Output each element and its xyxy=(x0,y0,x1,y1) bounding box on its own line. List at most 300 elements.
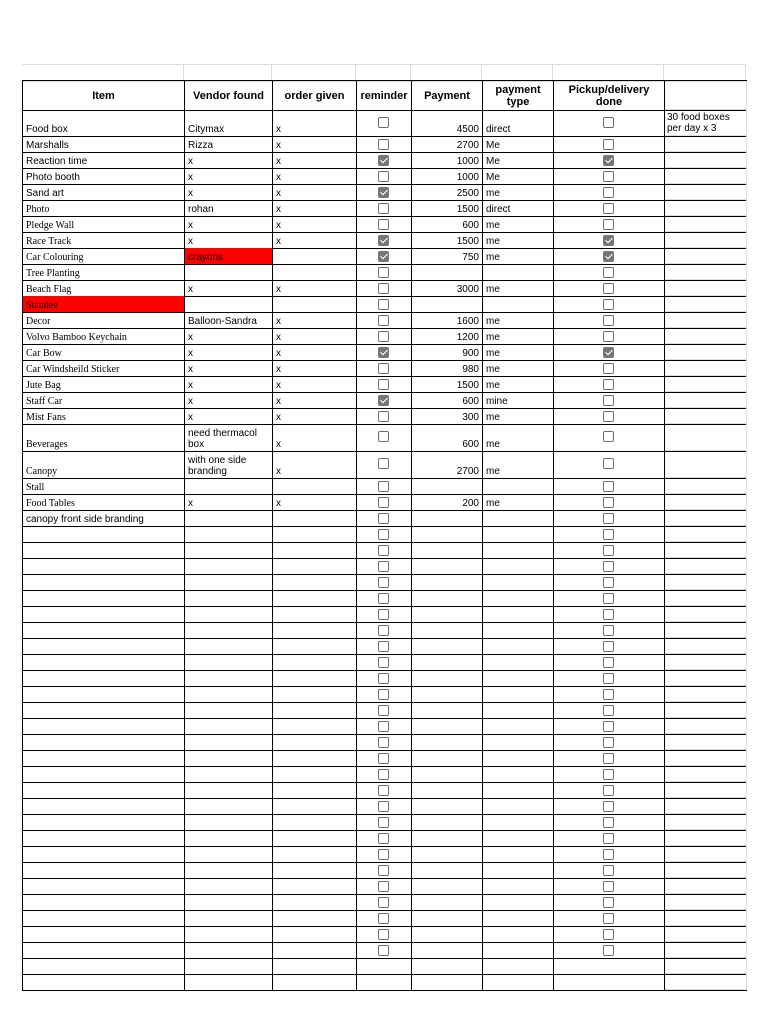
pickup-checkbox[interactable] xyxy=(603,315,614,326)
item-cell[interactable] xyxy=(23,152,185,168)
vendor-cell[interactable] xyxy=(185,280,273,296)
payment-cell[interactable] xyxy=(412,451,483,478)
payment-cell[interactable] xyxy=(412,814,483,830)
payment-cell[interactable] xyxy=(412,494,483,510)
extra-cell[interactable] xyxy=(665,894,747,910)
payment-cell[interactable] xyxy=(412,750,483,766)
pickup-checkbox[interactable] xyxy=(603,347,614,358)
vendor-cell[interactable] xyxy=(185,574,273,590)
pickup-cell[interactable] xyxy=(554,451,665,478)
pickup-checkbox[interactable] xyxy=(603,203,614,214)
payment-cell[interactable] xyxy=(412,606,483,622)
extra-cell[interactable] xyxy=(665,136,747,152)
payment-cell[interactable] xyxy=(412,686,483,702)
blank-cell[interactable] xyxy=(482,65,553,81)
pickup-checkbox[interactable] xyxy=(603,187,614,198)
extra-cell[interactable] xyxy=(665,846,747,862)
pickup-cell[interactable] xyxy=(554,109,665,136)
payment-cell[interactable] xyxy=(412,542,483,558)
reminder-cell[interactable] xyxy=(357,702,412,718)
item-cell[interactable] xyxy=(23,638,185,654)
reminder-cell[interactable] xyxy=(357,424,412,451)
vendor-cell[interactable] xyxy=(185,392,273,408)
pickup-checkbox[interactable] xyxy=(603,865,614,876)
reminder-checkbox[interactable] xyxy=(378,545,389,556)
pickup-cell[interactable] xyxy=(554,136,665,152)
blank-cell[interactable] xyxy=(272,65,356,81)
extra-cell[interactable] xyxy=(665,200,747,216)
pickup-checkbox[interactable] xyxy=(603,219,614,230)
ptype-cell[interactable] xyxy=(483,750,554,766)
payment-cell[interactable] xyxy=(412,408,483,424)
pickup-checkbox[interactable] xyxy=(603,235,614,246)
pickup-checkbox[interactable] xyxy=(603,737,614,748)
item-cell[interactable] xyxy=(23,862,185,878)
order-cell[interactable] xyxy=(273,638,357,654)
reminder-cell[interactable] xyxy=(357,590,412,606)
pickup-cell[interactable] xyxy=(554,392,665,408)
payment-cell[interactable] xyxy=(412,574,483,590)
pickup-checkbox[interactable] xyxy=(603,497,614,508)
reminder-cell[interactable] xyxy=(357,718,412,734)
order-cell[interactable] xyxy=(273,798,357,814)
extra-cell[interactable] xyxy=(665,942,747,958)
header-order[interactable]: order given xyxy=(273,81,357,110)
vendor-cell[interactable] xyxy=(185,478,273,494)
order-cell[interactable] xyxy=(273,670,357,686)
reminder-checkbox[interactable] xyxy=(378,481,389,492)
vendor-cell[interactable] xyxy=(185,248,273,264)
item-cell[interactable] xyxy=(23,109,185,136)
extra-cell[interactable] xyxy=(665,654,747,670)
vendor-cell[interactable] xyxy=(185,232,273,248)
pickup-cell[interactable] xyxy=(554,152,665,168)
pickup-cell[interactable] xyxy=(554,328,665,344)
pickup-checkbox[interactable] xyxy=(603,897,614,908)
reminder-checkbox[interactable] xyxy=(378,609,389,620)
extra-cell[interactable] xyxy=(665,958,747,974)
item-cell[interactable] xyxy=(23,264,185,280)
payment-cell[interactable] xyxy=(412,478,483,494)
item-cell[interactable] xyxy=(23,830,185,846)
reminder-checkbox[interactable] xyxy=(378,689,389,700)
blank-cell[interactable] xyxy=(553,65,664,81)
item-cell[interactable] xyxy=(23,451,185,478)
reminder-cell[interactable] xyxy=(357,152,412,168)
ptype-cell[interactable] xyxy=(483,926,554,942)
payment-cell[interactable] xyxy=(412,782,483,798)
item-cell[interactable] xyxy=(23,686,185,702)
item-cell[interactable] xyxy=(23,878,185,894)
pickup-checkbox[interactable] xyxy=(603,331,614,342)
reminder-checkbox[interactable] xyxy=(378,529,389,540)
reminder-checkbox[interactable] xyxy=(378,945,389,956)
extra-cell[interactable] xyxy=(665,590,747,606)
payment-cell[interactable] xyxy=(412,344,483,360)
ptype-cell[interactable] xyxy=(483,686,554,702)
item-cell[interactable] xyxy=(23,328,185,344)
pickup-checkbox[interactable] xyxy=(603,785,614,796)
vendor-cell[interactable] xyxy=(185,360,273,376)
food-box-note[interactable]: 30 food boxes per day x 3 xyxy=(667,112,730,134)
pickup-cell[interactable] xyxy=(554,910,665,926)
item-cell[interactable] xyxy=(23,846,185,862)
ptype-cell[interactable] xyxy=(483,958,554,974)
reminder-cell[interactable] xyxy=(357,958,412,974)
reminder-cell[interactable] xyxy=(357,622,412,638)
extra-cell[interactable] xyxy=(665,312,747,328)
vendor-cell[interactable] xyxy=(185,408,273,424)
ptype-cell[interactable] xyxy=(483,344,554,360)
reminder-cell[interactable] xyxy=(357,878,412,894)
reminder-cell[interactable] xyxy=(357,654,412,670)
ptype-cell[interactable] xyxy=(483,264,554,280)
order-cell[interactable] xyxy=(273,451,357,478)
payment-cell[interactable] xyxy=(412,766,483,782)
blank-cell[interactable] xyxy=(184,65,272,81)
item-cell[interactable] xyxy=(23,280,185,296)
payment-cell[interactable] xyxy=(412,232,483,248)
payment-cell[interactable] xyxy=(412,894,483,910)
reminder-cell[interactable] xyxy=(357,360,412,376)
pickup-cell[interactable] xyxy=(554,638,665,654)
order-cell[interactable] xyxy=(273,200,357,216)
pickup-cell[interactable] xyxy=(554,766,665,782)
order-cell[interactable] xyxy=(273,878,357,894)
reminder-checkbox[interactable] xyxy=(378,299,389,310)
item-cell[interactable] xyxy=(23,734,185,750)
ptype-cell[interactable] xyxy=(483,910,554,926)
header-item[interactable]: Item xyxy=(23,81,185,110)
pickup-checkbox[interactable] xyxy=(603,363,614,374)
item-cell[interactable] xyxy=(23,216,185,232)
pickup-cell[interactable] xyxy=(554,280,665,296)
reminder-checkbox[interactable] xyxy=(378,117,389,128)
pickup-cell[interactable] xyxy=(554,622,665,638)
pickup-cell[interactable] xyxy=(554,734,665,750)
pickup-checkbox[interactable] xyxy=(603,171,614,182)
pickup-checkbox[interactable] xyxy=(603,625,614,636)
ptype-cell[interactable] xyxy=(483,360,554,376)
vendor-cell[interactable] xyxy=(185,184,273,200)
reminder-cell[interactable] xyxy=(357,766,412,782)
reminder-checkbox[interactable] xyxy=(378,657,389,668)
pickup-cell[interactable] xyxy=(554,344,665,360)
payment-cell[interactable] xyxy=(412,654,483,670)
order-cell[interactable] xyxy=(273,590,357,606)
ptype-cell[interactable] xyxy=(483,510,554,526)
extra-cell[interactable] xyxy=(665,718,747,734)
order-cell[interactable] xyxy=(273,312,357,328)
order-cell[interactable] xyxy=(273,526,357,542)
reminder-checkbox[interactable] xyxy=(378,577,389,588)
order-cell[interactable] xyxy=(273,958,357,974)
pickup-cell[interactable] xyxy=(554,200,665,216)
reminder-checkbox[interactable] xyxy=(378,865,389,876)
pickup-checkbox[interactable] xyxy=(603,529,614,540)
payment-cell[interactable] xyxy=(412,798,483,814)
pickup-cell[interactable] xyxy=(554,974,665,990)
reminder-checkbox[interactable] xyxy=(378,881,389,892)
reminder-checkbox[interactable] xyxy=(378,801,389,812)
reminder-cell[interactable] xyxy=(357,312,412,328)
order-cell[interactable] xyxy=(273,910,357,926)
ptype-cell[interactable] xyxy=(483,798,554,814)
item-cell[interactable] xyxy=(23,408,185,424)
pickup-checkbox[interactable] xyxy=(603,155,614,166)
reminder-cell[interactable] xyxy=(357,542,412,558)
pickup-checkbox[interactable] xyxy=(603,561,614,572)
order-cell[interactable] xyxy=(273,136,357,152)
extra-cell[interactable] xyxy=(665,478,747,494)
extra-cell[interactable] xyxy=(665,782,747,798)
order-cell[interactable] xyxy=(273,248,357,264)
vendor-cell[interactable] xyxy=(185,590,273,606)
item-cell[interactable] xyxy=(23,782,185,798)
vendor-cell[interactable] xyxy=(185,798,273,814)
reminder-cell[interactable] xyxy=(357,606,412,622)
ptype-cell[interactable] xyxy=(483,312,554,328)
reminder-checkbox[interactable] xyxy=(378,641,389,652)
order-cell[interactable] xyxy=(273,846,357,862)
pickup-checkbox[interactable] xyxy=(603,753,614,764)
reminder-cell[interactable] xyxy=(357,782,412,798)
item-cell[interactable] xyxy=(23,622,185,638)
pickup-cell[interactable] xyxy=(554,296,665,312)
order-cell[interactable] xyxy=(273,424,357,451)
reminder-cell[interactable] xyxy=(357,846,412,862)
reminder-cell[interactable] xyxy=(357,814,412,830)
ptype-cell[interactable] xyxy=(483,232,554,248)
payment-cell[interactable] xyxy=(412,638,483,654)
vendor-cell[interactable] xyxy=(185,830,273,846)
payment-cell[interactable] xyxy=(412,926,483,942)
pickup-checkbox[interactable] xyxy=(603,299,614,310)
vendor-cell[interactable] xyxy=(185,638,273,654)
pickup-checkbox[interactable] xyxy=(603,705,614,716)
reminder-cell[interactable] xyxy=(357,974,412,990)
reminder-cell[interactable] xyxy=(357,510,412,526)
pickup-checkbox[interactable] xyxy=(603,929,614,940)
item-cell[interactable] xyxy=(23,200,185,216)
pickup-cell[interactable] xyxy=(554,958,665,974)
extra-cell[interactable] xyxy=(665,328,747,344)
item-cell[interactable] xyxy=(23,942,185,958)
payment-cell[interactable] xyxy=(412,622,483,638)
reminder-cell[interactable] xyxy=(357,408,412,424)
order-cell[interactable] xyxy=(273,782,357,798)
blank-cell[interactable] xyxy=(22,65,184,81)
pickup-checkbox[interactable] xyxy=(603,769,614,780)
reminder-checkbox[interactable] xyxy=(378,431,389,442)
header-reminder[interactable]: reminder xyxy=(357,81,412,110)
ptype-cell[interactable] xyxy=(483,168,554,184)
ptype-cell[interactable] xyxy=(483,862,554,878)
payment-cell[interactable] xyxy=(412,216,483,232)
reminder-checkbox[interactable] xyxy=(378,219,389,230)
order-cell[interactable] xyxy=(273,654,357,670)
reminder-checkbox[interactable] xyxy=(378,139,389,150)
payment-cell[interactable] xyxy=(412,328,483,344)
blank-cell[interactable] xyxy=(664,65,746,81)
ptype-cell[interactable] xyxy=(483,558,554,574)
extra-cell[interactable] xyxy=(665,830,747,846)
order-cell[interactable] xyxy=(273,216,357,232)
vendor-cell[interactable] xyxy=(185,264,273,280)
item-cell[interactable] xyxy=(23,910,185,926)
extra-cell[interactable] xyxy=(665,974,747,990)
item-cell[interactable] xyxy=(23,494,185,510)
pickup-cell[interactable] xyxy=(554,360,665,376)
vendor-cell[interactable] xyxy=(185,782,273,798)
extra-cell[interactable] xyxy=(665,814,747,830)
vendor-cell[interactable] xyxy=(185,376,273,392)
payment-cell[interactable] xyxy=(412,734,483,750)
ptype-cell[interactable] xyxy=(483,974,554,990)
vendor-cell[interactable] xyxy=(185,734,273,750)
order-cell[interactable] xyxy=(273,232,357,248)
reminder-checkbox[interactable] xyxy=(378,395,389,406)
reminder-checkbox[interactable] xyxy=(378,379,389,390)
reminder-checkbox[interactable] xyxy=(378,155,389,166)
reminder-checkbox[interactable] xyxy=(378,203,389,214)
vendor-cell[interactable] xyxy=(185,200,273,216)
ptype-cell[interactable] xyxy=(483,542,554,558)
reminder-cell[interactable] xyxy=(357,494,412,510)
payment-cell[interactable] xyxy=(412,878,483,894)
extra-cell[interactable] xyxy=(665,184,747,200)
pickup-cell[interactable] xyxy=(554,408,665,424)
reminder-cell[interactable] xyxy=(357,296,412,312)
reminder-cell[interactable] xyxy=(357,109,412,136)
pickup-checkbox[interactable] xyxy=(603,481,614,492)
pickup-cell[interactable] xyxy=(554,216,665,232)
item-cell[interactable] xyxy=(23,344,185,360)
item-cell[interactable] xyxy=(23,526,185,542)
reminder-cell[interactable] xyxy=(357,670,412,686)
item-cell[interactable] xyxy=(23,654,185,670)
ptype-cell[interactable] xyxy=(483,248,554,264)
order-cell[interactable] xyxy=(273,574,357,590)
vendor-cell[interactable] xyxy=(185,750,273,766)
reminder-cell[interactable] xyxy=(357,894,412,910)
item-cell[interactable] xyxy=(23,376,185,392)
order-cell[interactable] xyxy=(273,830,357,846)
order-cell[interactable] xyxy=(273,926,357,942)
order-cell[interactable] xyxy=(273,942,357,958)
pickup-checkbox[interactable] xyxy=(603,379,614,390)
pickup-cell[interactable] xyxy=(554,606,665,622)
blank-cell[interactable] xyxy=(411,65,482,81)
payment-cell[interactable] xyxy=(412,958,483,974)
pickup-cell[interactable] xyxy=(554,862,665,878)
reminder-checkbox[interactable] xyxy=(378,673,389,684)
extra-cell[interactable] xyxy=(665,542,747,558)
vendor-cell[interactable] xyxy=(185,974,273,990)
vendor-cell[interactable] xyxy=(185,958,273,974)
pickup-cell[interactable] xyxy=(554,376,665,392)
ptype-cell[interactable] xyxy=(483,718,554,734)
vendor-cell[interactable] xyxy=(185,766,273,782)
pickup-cell[interactable] xyxy=(554,248,665,264)
pickup-cell[interactable] xyxy=(554,702,665,718)
reminder-checkbox[interactable] xyxy=(378,833,389,844)
item-cell[interactable] xyxy=(23,424,185,451)
reminder-cell[interactable] xyxy=(357,184,412,200)
ptype-cell[interactable] xyxy=(483,942,554,958)
order-cell[interactable] xyxy=(273,494,357,510)
order-cell[interactable] xyxy=(273,408,357,424)
ptype-cell[interactable] xyxy=(483,328,554,344)
payment-cell[interactable] xyxy=(412,312,483,328)
item-cell[interactable] xyxy=(23,510,185,526)
pickup-cell[interactable] xyxy=(554,478,665,494)
ptype-cell[interactable] xyxy=(483,638,554,654)
ptype-cell[interactable] xyxy=(483,451,554,478)
order-cell[interactable] xyxy=(273,510,357,526)
item-cell[interactable] xyxy=(23,184,185,200)
extra-cell[interactable] xyxy=(665,878,747,894)
vendor-cell[interactable] xyxy=(185,542,273,558)
reminder-cell[interactable] xyxy=(357,328,412,344)
payment-cell[interactable] xyxy=(412,526,483,542)
pickup-checkbox[interactable] xyxy=(603,913,614,924)
vendor-cell[interactable] xyxy=(185,686,273,702)
item-cell[interactable] xyxy=(23,606,185,622)
order-cell[interactable] xyxy=(273,168,357,184)
vendor-cell[interactable] xyxy=(185,136,273,152)
item-cell[interactable] xyxy=(23,478,185,494)
extra-cell[interactable] xyxy=(665,638,747,654)
vendor-cell[interactable] xyxy=(185,654,273,670)
payment-cell[interactable] xyxy=(412,702,483,718)
item-cell[interactable] xyxy=(23,670,185,686)
item-cell[interactable] xyxy=(23,574,185,590)
payment-cell[interactable] xyxy=(412,910,483,926)
pickup-cell[interactable] xyxy=(554,590,665,606)
vendor-cell[interactable] xyxy=(185,451,273,478)
ptype-cell[interactable] xyxy=(483,670,554,686)
pickup-checkbox[interactable] xyxy=(603,673,614,684)
pickup-checkbox[interactable] xyxy=(603,881,614,892)
payment-cell[interactable] xyxy=(412,280,483,296)
item-cell[interactable] xyxy=(23,590,185,606)
vendor-cell[interactable] xyxy=(185,152,273,168)
pickup-checkbox[interactable] xyxy=(603,513,614,524)
extra-cell[interactable] xyxy=(665,686,747,702)
reminder-checkbox[interactable] xyxy=(378,737,389,748)
payment-cell[interactable] xyxy=(412,590,483,606)
pickup-cell[interactable] xyxy=(554,830,665,846)
payment-cell[interactable] xyxy=(412,830,483,846)
vendor-cell[interactable] xyxy=(185,622,273,638)
order-cell[interactable] xyxy=(273,360,357,376)
ptype-cell[interactable] xyxy=(483,200,554,216)
reminder-checkbox[interactable] xyxy=(378,235,389,246)
item-cell[interactable] xyxy=(23,558,185,574)
pickup-cell[interactable] xyxy=(554,542,665,558)
vendor-cell[interactable] xyxy=(185,702,273,718)
reminder-cell[interactable] xyxy=(357,216,412,232)
reminder-cell[interactable] xyxy=(357,638,412,654)
item-cell[interactable] xyxy=(23,718,185,734)
vendor-cell[interactable] xyxy=(185,109,273,136)
ptype-cell[interactable] xyxy=(483,184,554,200)
extra-cell[interactable] xyxy=(665,606,747,622)
reminder-checkbox[interactable] xyxy=(378,561,389,572)
ptype-cell[interactable] xyxy=(483,830,554,846)
reminder-checkbox[interactable] xyxy=(378,458,389,469)
